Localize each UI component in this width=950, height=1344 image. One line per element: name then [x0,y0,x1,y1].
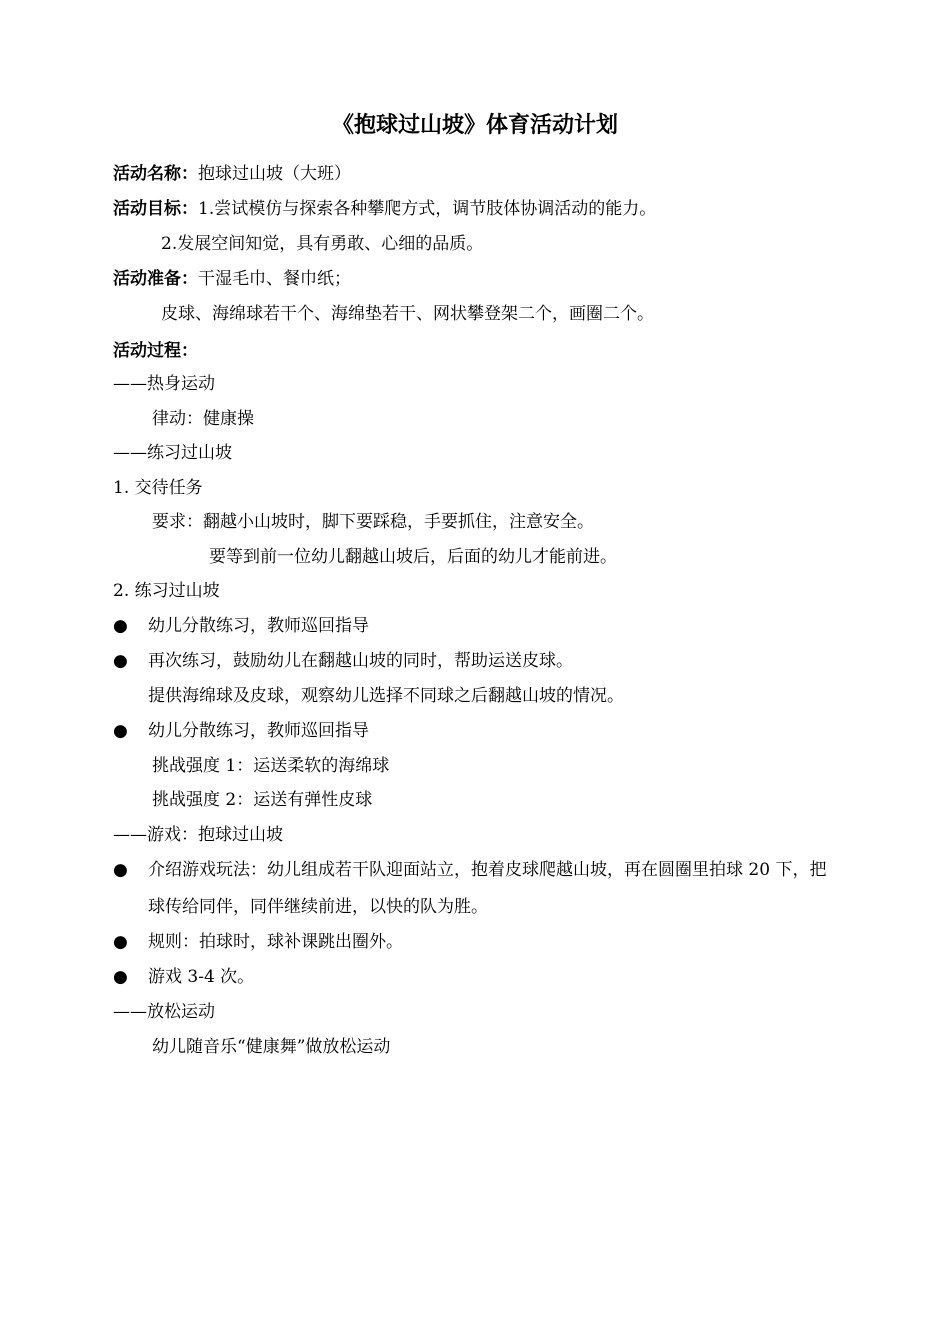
game-item-2: 规则：拍球时，球补课跳出圈外。 [148,932,403,952]
bullet-item-2: 再次练习，鼓励幼儿在翻越山坡的同时，帮助运送皮球。 [148,651,573,671]
step-1: 1. 交待任务 [113,478,203,498]
warmup-item: 律动：健康操 [152,409,254,429]
challenge-1: 挑战强度 1：运送柔软的海绵球 [152,756,390,776]
bullet-icon: ● [113,967,128,987]
section-warmup: ——热身运动 [113,374,215,394]
activity-process-label: 活动过程： [113,341,198,361]
game-item-1: 介绍游戏玩法：幼儿组成若干队迎面站立，抱着皮球爬越山坡，再在圆圈里拍球 20 下，把 [148,860,827,880]
challenge-2: 挑战强度 2：运送有弹性皮球 [152,790,373,810]
bullet-icon: ● [113,860,128,880]
section-practice: ——练习过山坡 [113,443,232,463]
bullet-item-1: 幼儿分散练习，教师巡回指导 [148,616,369,636]
requirement-2: 要等到前一位幼儿翻越山坡后，后面的幼儿才能前进。 [209,547,617,567]
activity-goal-label: 活动目标： [113,199,198,219]
goal-item-2: 2.发展空间知觉，具有勇敢、心细的品质。 [161,234,484,254]
bullet-item-3: 幼儿分散练习，教师巡回指导 [148,721,369,741]
game-item-3: 游戏 3-4 次。 [148,967,255,987]
game-item-1-cont: 球传给同伴，同伴继续前进，以快的队为胜。 [148,897,488,917]
activity-name-row [113,163,351,185]
section-game: ——游戏：抱球过山坡 [113,825,283,845]
prep-line-1: 干湿毛巾、餐巾纸； [198,269,351,289]
activity-name-label: 活动名称： [113,164,198,184]
bullet-item-2-cont: 提供海绵球及皮球，观察幼儿选择不同球之后翻越山坡的情况。 [148,686,624,706]
bullet-icon: ● [113,616,128,636]
activity-goal-row [113,198,656,220]
requirement-1: 要求：翻越小山坡时，脚下要踩稳，手要抓住，注意安全。 [152,512,594,532]
document-title: 《抱球过山坡》体育活动计划 [331,113,618,138]
step-2: 2. 练习过山坡 [113,581,220,601]
section-relax: ——放松运动 [113,1002,215,1022]
goal-item-1: 1.尝试模仿与探索各种攀爬方式，调节肢体协调活动的能力。 [198,199,657,219]
bullet-icon: ● [113,932,128,952]
activity-prep-row [113,268,351,290]
bullet-icon: ● [113,721,128,741]
activity-prep-label: 活动准备： [113,269,198,289]
bullet-icon: ● [113,651,128,671]
relax-item: 幼儿随音乐“健康舞”做放松运动 [152,1037,391,1057]
prep-line-2: 皮球、海绵球若干个、海绵垫若干、网状攀登架二个，画圈二个。 [161,304,654,324]
activity-name-value: 抱球过山坡（大班） [198,164,351,184]
